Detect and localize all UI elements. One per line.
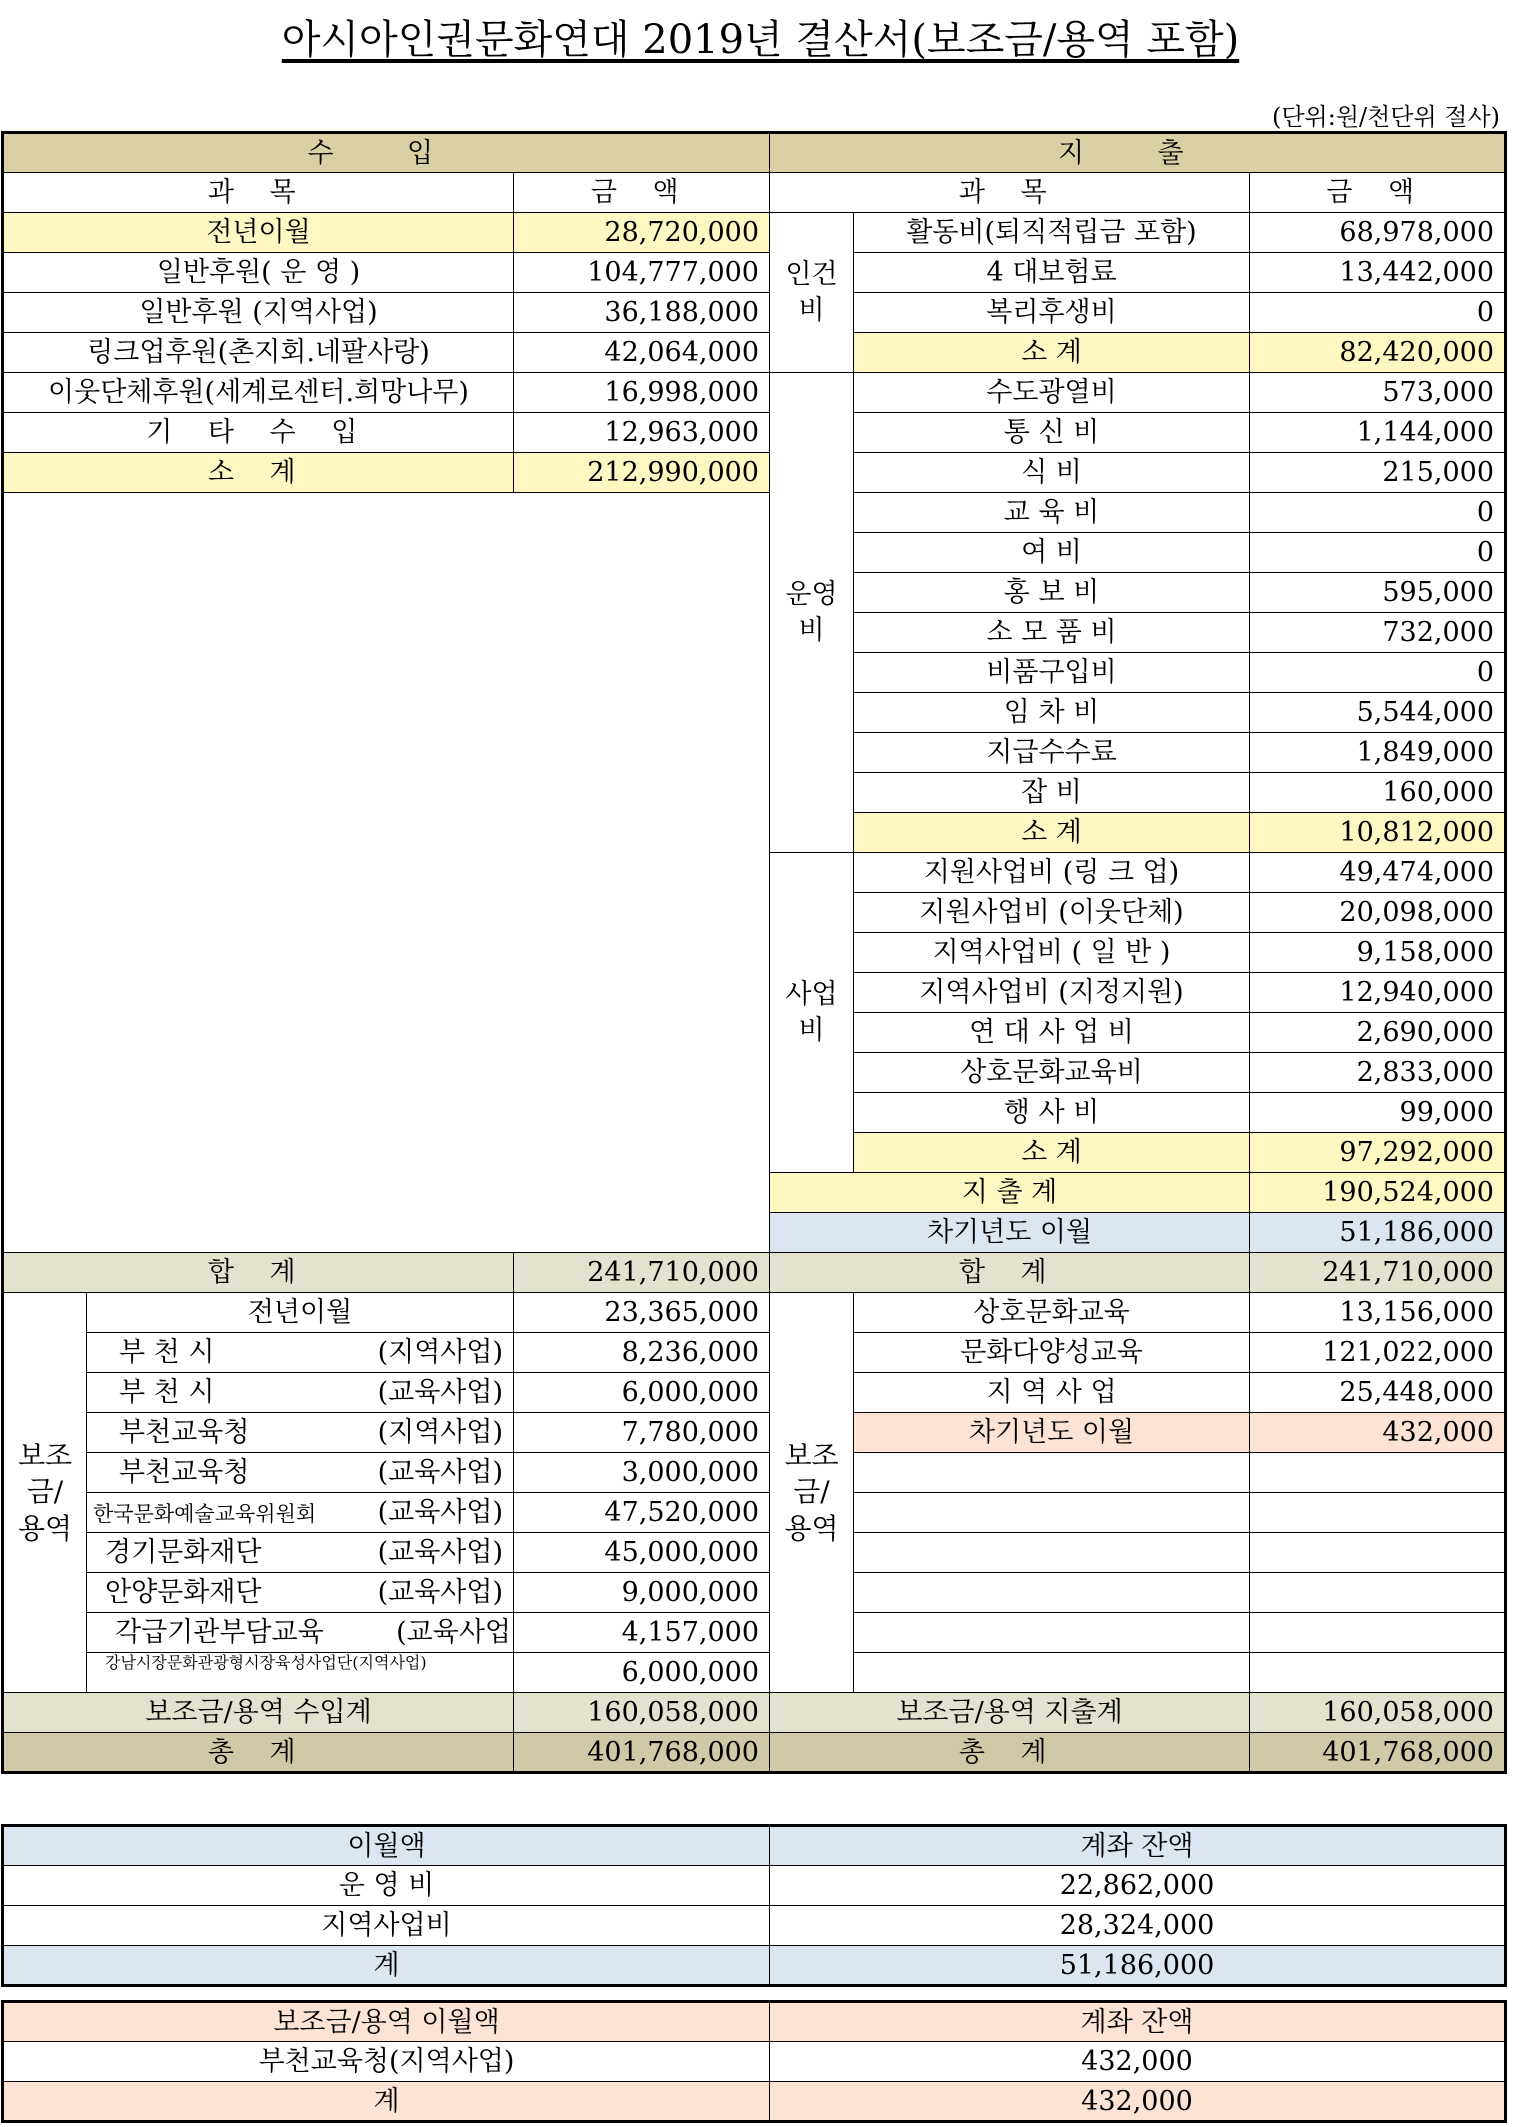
expense-subtotal-amount: 97,292,000 [1250,1133,1506,1173]
grand-income-label: 총 계 [3,1733,514,1773]
subsidy-income-name [87,1453,514,1493]
expense-subtotal-amount: 82,420,000 [1250,333,1506,373]
expense-item: 통 신 비 [854,413,1250,453]
expense-subtotal-label: 소 계 [854,1133,1250,1173]
carryover-amount: 51,186,000 [1250,1213,1506,1253]
subsidy-income-amount: 45,000,000 [514,1533,770,1573]
expense-amount: 160,000 [1250,773,1506,813]
balance-item: 운 영 비 [3,1866,770,1906]
expense-amount: 0 [1250,293,1506,333]
subsidy-expense-empty [854,1573,1250,1613]
expense-group-label: 인건비 [770,213,854,373]
expense-item: 상호문화교육비 [854,1053,1250,1093]
income-col-amount: 금 액 [514,173,770,213]
expense-amount: 732,000 [1250,613,1506,653]
expense-item: 홍 보 비 [854,573,1250,613]
subsidy-expense-empty [854,1493,1250,1533]
expense-amount: 0 [1250,533,1506,573]
subsidy-income-type: (교육사업) [377,1457,503,1488]
subsidy-income-total-label: 보조금/용역 수입계 [3,1693,514,1733]
subsidy-income-amount: 6,000,000 [514,1653,770,1693]
income-sum-amount: 241,710,000 [514,1253,770,1293]
expense-group-label: 운영비 [770,373,854,853]
income-header: 수 입 [3,133,770,173]
expense-subtotal-amount: 10,812,000 [1250,813,1506,853]
expense-amount: 49,474,000 [1250,853,1506,893]
expense-item: 지원사업비 (링 크 업) [854,853,1250,893]
settlement-table [1,131,1507,1774]
grand-expense-amount: 401,768,000 [1250,1733,1506,1773]
subsidy-income-type: (교육사업 [396,1617,511,1648]
subsidy-expense-empty [854,1653,1250,1693]
subsidy-expense-empty [1250,1653,1506,1693]
subsidy-income-org: 부천교육청 [119,1417,250,1448]
expense-amount: 13,442,000 [1250,253,1506,293]
subsidy-income-type: (교육사업) [377,1537,503,1568]
expense-amount: 68,978,000 [1250,213,1506,253]
subsidy-income-type: (교육사업) [377,1577,503,1608]
expense-col-amount: 금 액 [1250,173,1506,213]
expense-subtotal-label: 소 계 [854,813,1250,853]
subsidy-income-total-amount: 160,058,000 [514,1693,770,1733]
income-amount: 28,720,000 [514,213,770,253]
subsidy-income-amount: 9,000,000 [514,1573,770,1613]
expense-item: 지역사업비 ( 일 반 ) [854,933,1250,973]
subsidy-income-type: (교육사업) [377,1377,503,1408]
expense-amount: 99,000 [1250,1093,1506,1133]
subsidy-expense-total-label: 보조금/용역 지출계 [770,1693,1250,1733]
subsidy-income-org: 안양문화재단 [105,1577,262,1608]
subsidy-income-group: 보조금/용역 [3,1293,87,1693]
subsidy-income-name [87,1573,514,1613]
income-item: 일반후원( 운 영 ) [3,253,514,293]
subsidy-expense-item: 지 역 사 업 [854,1373,1250,1413]
expense-item: 교 육 비 [854,493,1250,533]
expense-item: 행 사 비 [854,1093,1250,1133]
income-amount: 12,963,000 [514,413,770,453]
expense-item: 여 비 [854,533,1250,573]
expense-amount: 0 [1250,653,1506,693]
income-amount: 42,064,000 [514,333,770,373]
subsidy-expense-group: 보조금/용역 [770,1293,854,1693]
subsidy-income-amount: 3,000,000 [514,1453,770,1493]
expense-amount: 2,690,000 [1250,1013,1506,1053]
income-item: 일반후원 (지역사업) [3,293,514,333]
expense-amount: 595,000 [1250,573,1506,613]
subsidy-expense-empty [1250,1573,1506,1613]
expense-total-label: 지 출 계 [770,1173,1250,1213]
expense-amount: 9,158,000 [1250,933,1506,973]
subsidy-income-type: (교육사업) [377,1497,503,1528]
expense-item: 수도광열비 [854,373,1250,413]
balance-item: 지역사업비 [3,1906,770,1946]
subsidy-balance-table [1,2000,1507,2123]
subsidy-income-name [87,1613,514,1653]
subsidy-expense-empty [1250,1533,1506,1573]
expense-amount: 12,940,000 [1250,973,1506,1013]
subsidy-expense-item: 차기년도 이월 [854,1413,1250,1453]
subsidy-balance-total-amount: 432,000 [770,2082,1506,2122]
expense-item: 비품구입비 [854,653,1250,693]
income-subtotal-amount: 212,990,000 [514,453,770,493]
income-item: 기 타 수 입 [3,413,514,453]
income-amount: 16,998,000 [514,373,770,413]
expense-amount: 1,144,000 [1250,413,1506,453]
carryover-label: 차기년도 이월 [770,1213,1250,1253]
expense-amount: 5,544,000 [1250,693,1506,733]
subsidy-income-name [87,1333,514,1373]
subsidy-expense-empty [1250,1613,1506,1653]
subsidy-income-amount: 23,365,000 [514,1293,770,1333]
subsidy-balance-total-label: 계 [3,2082,770,2122]
income-amount: 104,777,000 [514,253,770,293]
expense-amount: 2,833,000 [1250,1053,1506,1093]
subsidy-expense-empty [854,1613,1250,1653]
grand-expense-label: 총 계 [770,1733,1250,1773]
subsidy-income-org: 부천교육청 [119,1457,250,1488]
subsidy-income-name: 전년이월 [87,1293,514,1333]
grand-income-amount: 401,768,000 [514,1733,770,1773]
income-item: 링크업후원(촌지회.네팔사랑) [3,333,514,373]
subsidy-expense-item: 문화다양성교육 [854,1333,1250,1373]
balance-amount: 22,862,000 [770,1866,1506,1906]
subsidy-expense-empty [1250,1493,1506,1533]
expense-item: 식 비 [854,453,1250,493]
subsidy-balance-header-left: 보조금/용역 이월액 [3,2002,770,2042]
subsidy-income-name [87,1413,514,1453]
subsidy-balance-item: 부천교육청(지역사업) [3,2042,770,2082]
subsidy-income-amount: 6,000,000 [514,1373,770,1413]
balance-total-amount: 51,186,000 [770,1946,1506,1986]
subsidy-income-type: (지역사업) [377,1417,503,1448]
subsidy-income-org: 부 천 시 [119,1377,215,1408]
expense-item: 연 대 사 업 비 [854,1013,1250,1053]
unit-note: (단위:원/천단위 절사) [1272,103,1500,131]
income-empty-area [3,493,770,1253]
income-subtotal-label: 소 계 [3,453,514,493]
subsidy-balance-amount: 432,000 [770,2042,1506,2082]
balance-total-label: 계 [3,1946,770,1986]
subsidy-expense-empty [854,1533,1250,1573]
balance-amount: 28,324,000 [770,1906,1506,1946]
subsidy-balance-header-right: 계좌 잔액 [770,2002,1506,2042]
subsidy-income-name [87,1533,514,1573]
subsidy-expense-amount: 13,156,000 [1250,1293,1506,1333]
page-title: 아시아인권문화연대 2019년 결산서(보조금/용역 포함) [281,17,1240,63]
subsidy-income-org: 부 천 시 [119,1337,215,1368]
expense-amount: 215,000 [1250,453,1506,493]
expense-item: 지급수수료 [854,733,1250,773]
income-sum-label: 합 계 [3,1253,514,1293]
subsidy-income-org: 각급기관부담교육 [115,1617,324,1648]
subsidy-income-org: 경기문화재단 [105,1537,262,1568]
subsidy-expense-empty [854,1453,1250,1493]
subsidy-income-name [87,1493,514,1533]
expense-item: 4 대보험료 [854,253,1250,293]
expense-item: 임 차 비 [854,693,1250,733]
subsidy-expense-amount: 25,448,000 [1250,1373,1506,1413]
expense-amount: 20,098,000 [1250,893,1506,933]
income-item: 전년이월 [3,213,514,253]
subsidy-expense-amount: 432,000 [1250,1413,1506,1453]
expense-subtotal-label: 소 계 [854,333,1250,373]
subsidy-income-amount: 7,780,000 [514,1413,770,1453]
expense-col-item: 과 목 [770,173,1250,213]
expense-item: 지원사업비 (이웃단체) [854,893,1250,933]
subsidy-expense-total-amount: 160,058,000 [1250,1693,1506,1733]
subsidy-income-amount: 4,157,000 [514,1613,770,1653]
income-item: 이웃단체후원(세계로센터.희망나무) [3,373,514,413]
subsidy-income-name: 강남시장문화관광형시장육성사업단(지역사업) [87,1653,514,1693]
expense-item: 지역사업비 (지정지원) [854,973,1250,1013]
subsidy-income-org: 한국문화예술교육위원회 [93,1502,317,1526]
subsidy-income-amount: 8,236,000 [514,1333,770,1373]
income-amount: 36,188,000 [514,293,770,333]
income-col-item: 과 목 [3,173,514,213]
expense-amount: 573,000 [1250,373,1506,413]
expense-total-amount: 190,524,000 [1250,1173,1506,1213]
subsidy-income-name [87,1373,514,1413]
balance-header-right: 계좌 잔액 [770,1826,1506,1866]
expense-amount: 0 [1250,493,1506,533]
expense-item: 잡 비 [854,773,1250,813]
subsidy-expense-empty [1250,1453,1506,1493]
subsidy-expense-amount: 121,022,000 [1250,1333,1506,1373]
expense-item: 활동비(퇴직적립금 포함) [854,213,1250,253]
subsidy-expense-item: 상호문화교육 [854,1293,1250,1333]
expense-header: 지 출 [770,133,1506,173]
expense-group-label: 사업비 [770,853,854,1173]
subsidy-income-type: (지역사업) [377,1337,503,1368]
expense-item: 복리후생비 [854,293,1250,333]
expense-sum-label: 합 계 [770,1253,1250,1293]
expense-sum-amount: 241,710,000 [1250,1253,1506,1293]
expense-item: 소 모 품 비 [854,613,1250,653]
balance-header-left: 이월액 [3,1826,770,1866]
subsidy-income-amount: 47,520,000 [514,1493,770,1533]
expense-amount: 1,849,000 [1250,733,1506,773]
balance-table [1,1824,1507,1987]
